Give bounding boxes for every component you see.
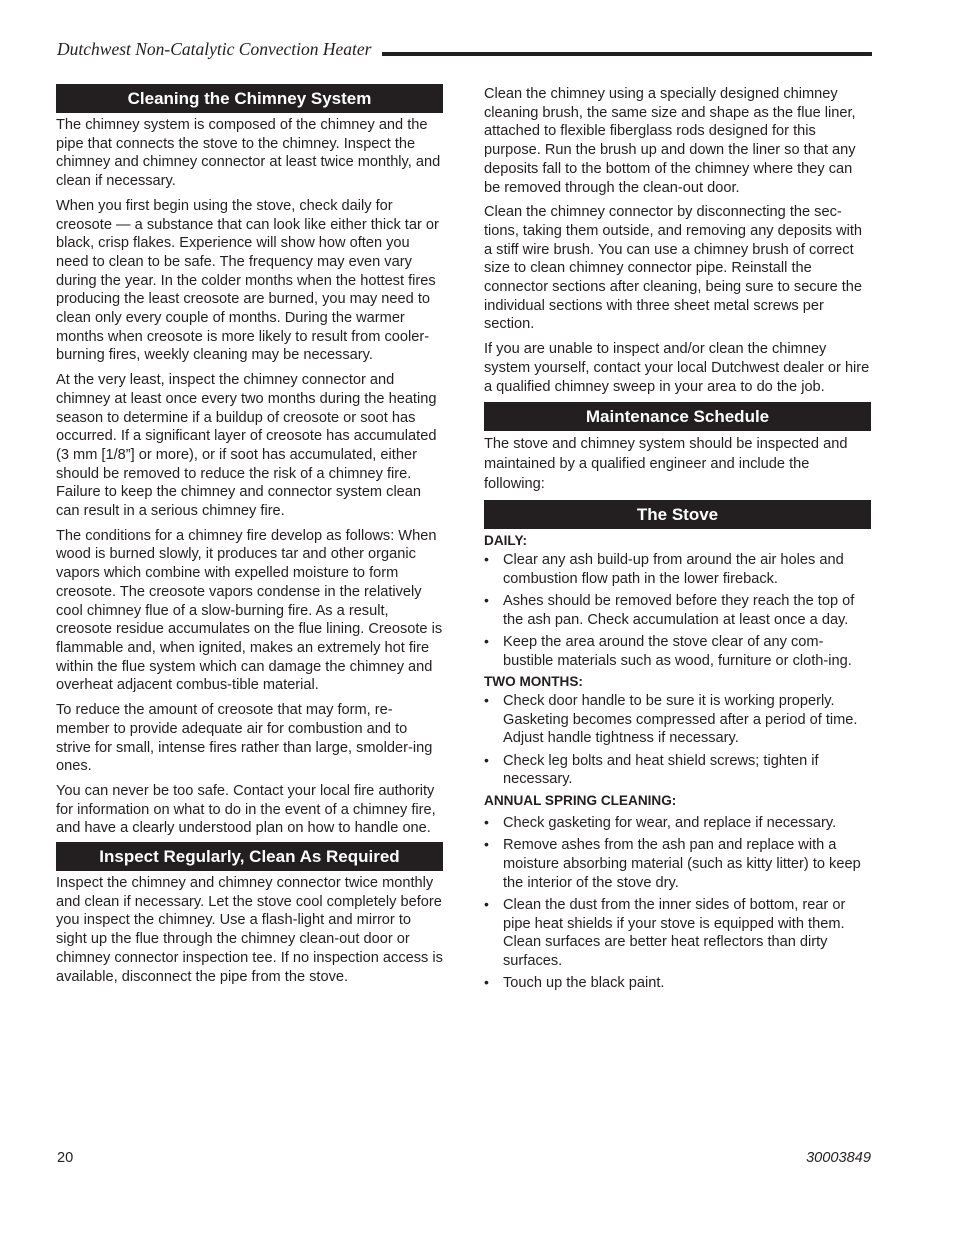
list-item-text: Clear any ash build-up from around the air holes and combustion flow path in the lower fireback. (503, 551, 844, 587)
list-item-text: Clean the dust from the inner sides of bottom, rear or pipe heat shields if your stove is equipped with them. Clean surfaces are better heat reflectors than dirty surfaces. (503, 896, 846, 969)
bullet-icon: • (484, 550, 489, 567)
paragraph: If you are unable to inspect and/or clean the chimney system yourself, contact your local Dutchwest dealer or hire a qualified chimney sweep in your area to do the job. (484, 341, 870, 395)
bullet-icon: • (484, 632, 489, 649)
subheading-two-months: TWO MONTHS: (484, 674, 583, 690)
paragraph: The conditions for a chimney fire develop as follows: When wood is burned slowly, it produces tar and other organic vapors which combine with expelled moisture to form creosote. The creosote vapors condense in the relatively cool chimney flue of a slow-burning fire. As a result, creosote residue accumulates on the flue lining. Creosote is flammable and, when ignited, makes an extremely hot fire within the flue system which can damage the chimney and overheat adjacent combus-tible material. (56, 527, 443, 694)
list-item-text: Touch up the black paint. (503, 975, 665, 992)
section-heading-cleaning-chimney: Cleaning the Chimney System (56, 84, 443, 113)
paragraph: When you first begin using the stove, check daily for creosote — a substance that can look like either thick tar or black, crisp flakes. Experience will show how often you need to clean to be safe. The frequency may even vary during the year. In the colder months when the hottest fires producing the least creosote are burned, you may need to clean only every couple of months. During the warmer months when creosote is more likely to result from cooler-burning fires, weekly cleaning may be necessary. (56, 197, 439, 364)
annual-list (484, 814, 871, 993)
subheading-daily: DAILY: (484, 533, 528, 549)
list-item (484, 592, 871, 629)
list-item (484, 974, 871, 993)
list-item (484, 896, 871, 971)
list-item (484, 633, 871, 670)
two-months-list (484, 692, 871, 789)
paragraph: You can never be too safe. Contact your local fire authority for information on what to do in the event of a chimney fire, and have a clearly understood plan on how to handle one. (56, 782, 436, 837)
section-heading-the-stove: The Stove (484, 500, 871, 529)
bullet-icon: • (484, 591, 489, 608)
list-item-text: Ashes should be removed before they reach the top of the ash pan. Check accumulation at least once a day. (503, 592, 855, 628)
bullet-icon: • (484, 974, 489, 991)
list-item-text: Check gasketing for wear, and replace if necessary. (503, 814, 837, 831)
paragraph: To reduce the amount of creosote that may form, re-member to provide adequate air for combustion and to strive for small, intense fires rather than large, smolder-ing ones. (56, 702, 433, 775)
left-column (56, 84, 443, 992)
list-item-text: Remove ashes from the ash pan and replace with a moisture absorbing material (such as kitty litter) to keep the interior of the stove dry. (503, 837, 861, 891)
bullet-icon: • (484, 813, 489, 830)
bullet-icon: • (484, 895, 489, 912)
right-column (484, 85, 871, 997)
bullet-icon: • (484, 836, 489, 853)
document-number: 30003849 (806, 1150, 871, 1166)
list-item (484, 752, 871, 789)
header-title: Dutchwest Non-Catalytic Convection Heater (57, 39, 372, 59)
section-heading-maintenance-schedule: Maintenance Schedule (484, 402, 871, 431)
page-header (57, 36, 872, 64)
paragraph: Clean the chimney connector by disconnecting the sec-tions, taking them outside, and removing any deposits with a stiff wire brush. You can use a chimney brush of correct size to clean chimney connector pipe. Reinstall the connector sections after cleaning, being sure to secure the individual sections with three sheet metal screws per section. (484, 204, 863, 333)
list-item (484, 836, 871, 892)
list-item (484, 551, 871, 588)
paragraph: Clean the chimney using a specially designed chimney cleaning brush, the same size and shape as the flue liner, attached to flexible fiberglass rods designed for this purpose. Run the brush up and down the liner so that any deposits fall to the bottom of the chimney where they can be removed through the clean-out door. (484, 86, 856, 196)
list-item-text: Check door handle to be sure it is working properly. Gasketing becomes compressed after a period of time. Adjust handle tightness if necessary. (503, 693, 858, 747)
paragraph: The chimney system is composed of the chimney and the pipe that connects the stove to the chimney. Inspect the chimney and chimney connector at least twice monthly, and clean if necessary. (56, 117, 441, 190)
paragraph: At the very least, inspect the chimney connector and chimney at least once every two months during the heating season to determine if a buildup of creosote or soot has occurred. If a significant layer of creosote has accumulated (3 mm [1/8”] or more), or if soot has accumulated, either should be removed to reduce the risk of a chimney fire. Failure to keep the chimney and connector system clean can result in a serious chimney fire. (56, 372, 437, 520)
bullet-icon: • (484, 692, 489, 709)
page-number: 20 (57, 1150, 74, 1166)
list-item (484, 692, 871, 748)
daily-list (484, 551, 871, 670)
paragraph: Inspect the chimney and chimney connector twice monthly and clean if necessary. Let the stove cool completely before you inspect the chimney. Use a flash-light and mirror to sight up the flue through the chimney clean-out door or chimney connector inspection tee. If no inspection access is available, disconnect the pipe from the stove. (56, 875, 443, 985)
list-item-text: Check leg bolts and heat shield screws; tighten if necessary. (503, 752, 819, 788)
list-item (484, 814, 871, 833)
paragraph: The stove and chimney system should be inspected and maintained by a qualified engineer and include the following: (484, 436, 848, 493)
header-rule (382, 52, 872, 56)
subheading-annual-spring-cleaning: ANNUAL SPRING CLEANING: (484, 793, 677, 809)
bullet-icon: • (484, 751, 489, 768)
list-item-text: Keep the area around the stove clear of any com-bustible materials such as wood, furniture or cloth-ing. (503, 633, 852, 669)
section-heading-inspect-regularly: Inspect Regularly, Clean As Required (56, 842, 443, 871)
